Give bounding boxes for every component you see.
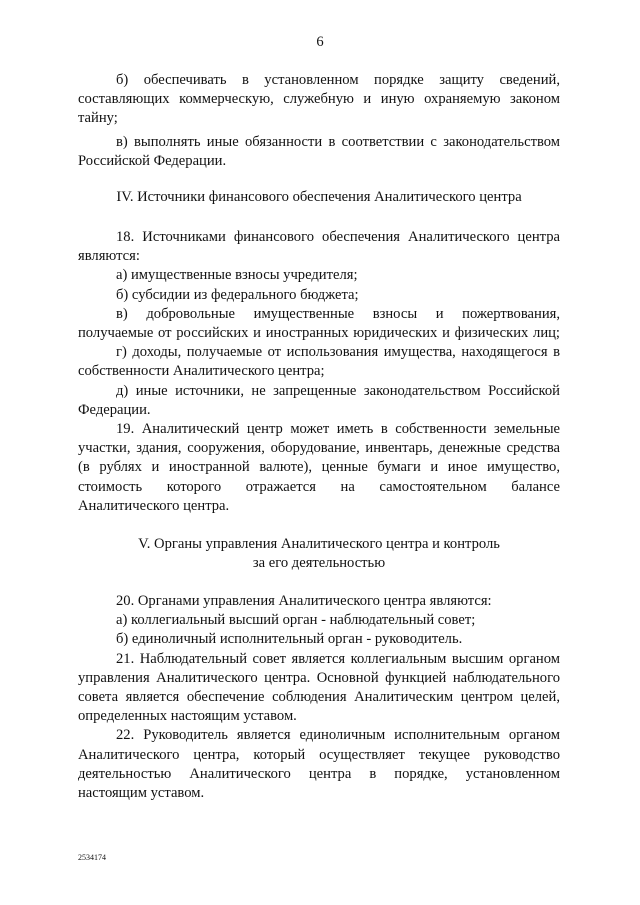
document-id: 2534174 [78,853,106,862]
source-item-v-line: в) добровольные имущественные взносы и пожертвования, [116,305,560,322]
source-item-b: б) субсидии из федерального бюджета; [116,286,359,303]
paragraph-19-line: стоимость которого отражается на самостоятельном балансе [78,478,560,495]
section-heading-iv: IV. Источники финансового обеспечения Аналитического центра [116,189,522,205]
section-heading-v [78,535,560,573]
item-b-line: б) обеспечивать в установленном порядке защиту сведений, [116,72,560,88]
paragraph-21-line: 21. Наблюдательный совет является коллегиальным высшим органом [116,650,560,667]
source-item-g-line: собственности Аналитического центра; [78,363,325,380]
paragraph-21-line: управления Аналитического центра. Основной функцией наблюдательного [78,669,560,686]
duties-continuation [78,71,560,171]
item-v-line: в) выполнять иные обязанности в соответствии с законодательством [116,133,560,150]
paragraph-19-line: Аналитического центра. [78,497,230,514]
source-item-g-line: г) доходы, получаемые от использования имущества, находящегося в [116,344,560,361]
section-v-body [78,592,560,803]
paragraph-22-line: Аналитического центра, который осуществляет текущее руководство [78,746,560,763]
paragraph-20: 20. Органами управления Аналитического центра являются: [116,593,492,609]
item-b-line: составляющих коммерческую, служебную и иную охраняемую законом [78,91,560,108]
paragraph-19-line: участки, здания, сооружения, оборудование, инвентарь, денежные средства [78,440,560,457]
source-item-d-line: д) иные источники, не запрещенные законодательством Российской [116,382,560,399]
source-item-a: а) имущественные взносы учредителя; [116,267,358,284]
paragraph-21-line: совета является обеспечение соблюдения Аналитическим центром целей, [78,689,560,706]
paragraph-21-line: определенных настоящим уставом. [78,708,297,725]
organ-item-a: а) коллегиальный высший орган - наблюдательный совет; [116,612,476,629]
paragraph-22-line: настоящим уставом. [78,785,205,802]
paragraph-19-line: 19. Аналитический центр может иметь в собственности земельные [116,421,560,438]
paragraph-22-line: 22. Руководитель является единоличным исполнительным органом [116,727,560,744]
paragraph-18-line: 18. Источниками финансового обеспечения Аналитического центра [116,229,560,245]
paragraph-18-line: являются: [78,248,140,265]
section-iv-body [78,228,560,516]
source-item-d-line: Федерации. [78,401,151,418]
paragraph-19-line: (в рублях и иностранной валюте), ценные бумаги и иное имущество, [78,459,560,476]
organ-item-b: б) единоличный исполнительный орган - руководитель. [116,631,463,648]
paragraph-22-line: деятельностью Аналитического центра в порядке, установленном [78,765,560,782]
source-item-v-line: получаемые от российских и иностранных юридических и физических лиц; [78,325,560,342]
section-heading-v-line: за его деятельностью [252,555,386,572]
page-number: 6 [316,34,324,50]
section-heading-v-line: V. Органы управления Аналитического центра и контроль [138,536,500,552]
item-b-line: тайну; [78,110,118,127]
item-v-line: Российской Федерации. [78,152,227,169]
